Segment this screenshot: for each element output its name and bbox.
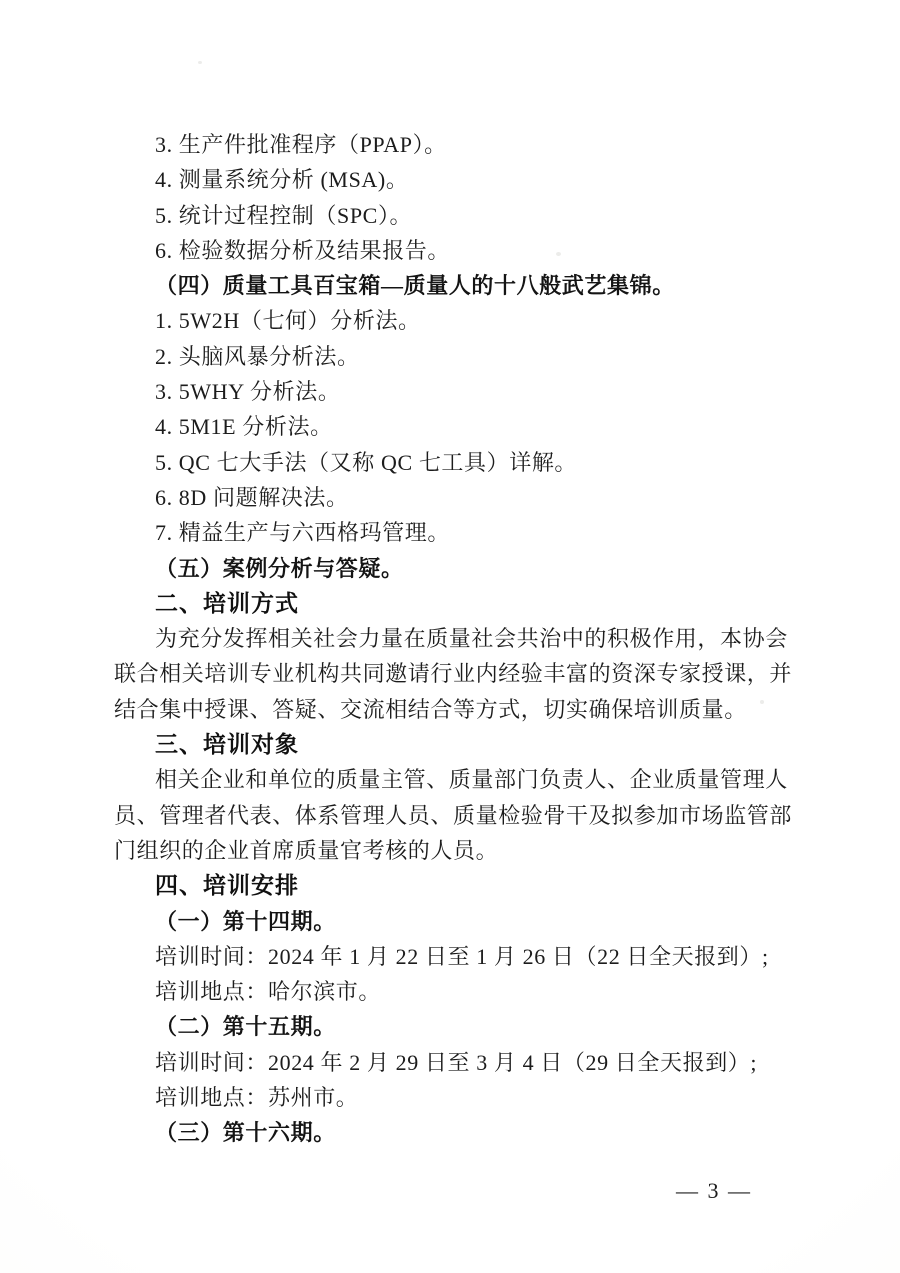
scan-speck	[198, 61, 202, 64]
text-line: 门组织的企业首席质量官考核的人员。	[114, 837, 499, 863]
text-line: 培训时间：2024 年 2 月 29 日至 3 月 4 日（29 日全天报到）;	[155, 1049, 758, 1075]
text-line: 6. 检验数据分析及结果报告。	[155, 237, 451, 263]
text-line: 4. 5M1E 分析法。	[155, 414, 333, 440]
text-line: 员、管理者代表、体系管理人员、质量检验骨干及拟参加市场监管部	[114, 802, 793, 828]
text-line: 7. 精益生产与六西格玛管理。	[155, 520, 451, 546]
text-line: 四、培训安排	[155, 872, 299, 899]
text-line: （四）质量工具百宝箱—质量人的十八般武艺集锦。	[155, 273, 675, 299]
text-line: 5. 统计过程控制（SPC）。	[155, 202, 413, 228]
text-line: 3. 5WHY 分析法。	[155, 379, 341, 405]
text-line: 结合集中授课、答疑、交流相结合等方式，切实确保培训质量。	[114, 696, 747, 722]
page-number-text: — 3 —	[676, 1178, 752, 1203]
text-line: 培训时间：2024 年 1 月 22 日至 1 月 26 日（22 日全天报到）;	[155, 943, 769, 969]
text-line: 2. 头脑风暴分析法。	[155, 343, 360, 369]
text-line: 1. 5W2H（七何）分析法。	[155, 308, 421, 334]
text-line: 培训地点：哈尔滨市。	[155, 979, 382, 1005]
text-line: 相关企业和单位的质量主管、质量部门负责人、企业质量管理人	[155, 767, 788, 793]
text-line: 三、培训对象	[155, 731, 299, 758]
text-line: 3. 生产件批准程序（PPAP）。	[155, 132, 447, 157]
page-number	[676, 1178, 752, 1204]
text-line: 联合相关培训专业机构共同邀请行业内经验丰富的资深专家授课，并	[114, 661, 793, 687]
text-line: （三）第十六期。	[155, 1120, 336, 1146]
text-line: 培训地点：苏州市。	[155, 1085, 359, 1111]
text-line: 6. 8D 问题解决法。	[155, 484, 349, 510]
text-line: （五）案例分析与答疑。	[155, 555, 404, 581]
text-block	[114, 127, 796, 1151]
text-line: 为充分发挥相关社会力量在质量社会共治中的积极作用，本协会	[155, 626, 788, 652]
text-line: （一）第十四期。	[155, 908, 336, 934]
text-line: （二）第十五期。	[155, 1014, 336, 1040]
text-line: 4. 测量系统分析 (MSA)。	[155, 167, 409, 193]
text-line: 5. QC 七大手法（又称 QC 七工具）详解。	[155, 449, 578, 475]
text-line: 二、培训方式	[155, 589, 299, 616]
